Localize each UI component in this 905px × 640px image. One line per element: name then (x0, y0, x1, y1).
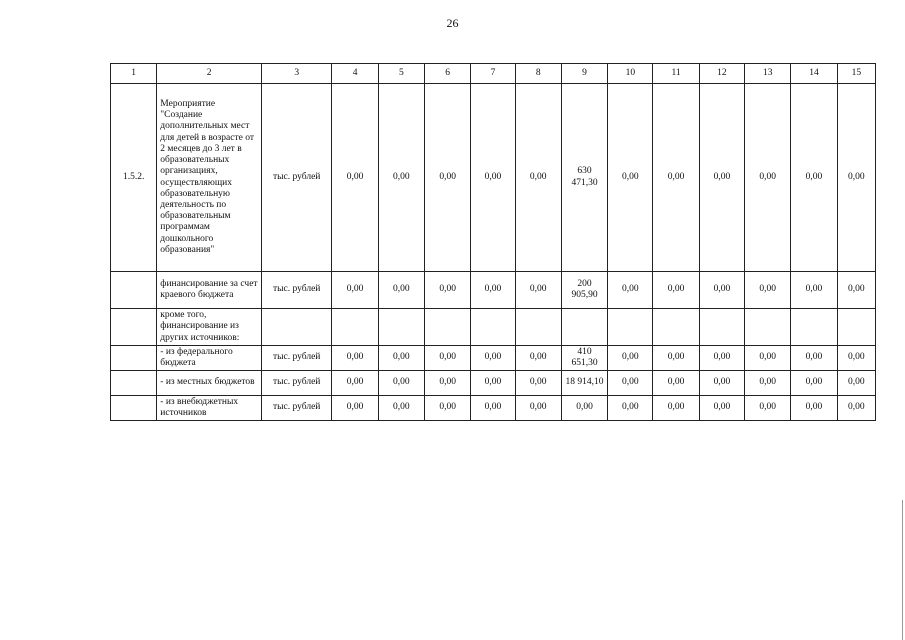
column-number-cell: 3 (261, 64, 331, 84)
value-cell: 0,00 (425, 346, 471, 371)
value-cell: 0,00 (608, 371, 653, 396)
column-number-cell: 5 (378, 64, 424, 84)
value-cell: 0,00 (515, 84, 561, 272)
scan-edge-line (902, 500, 903, 640)
value-cell: 0,00 (791, 371, 837, 396)
value-cell: 0,00 (471, 84, 515, 272)
value-cell: 0,00 (378, 272, 424, 309)
value-cell: 0,00 (378, 346, 424, 371)
value-cell: 0,00 (471, 346, 515, 371)
value-cell: 0,00 (471, 371, 515, 396)
column-number-cell: 7 (471, 64, 515, 84)
description-cell: - из федерального бюджета (157, 346, 262, 371)
value-cell: 0,00 (653, 346, 699, 371)
column-number-cell: 12 (699, 64, 744, 84)
value-cell: 0,00 (791, 272, 837, 309)
description-cell: Мероприятие "Создание дополнительных мест для детей в возрасте от 2 месяцев до 3 лет в образовательных организациях, осуществляющих образовательную деятельность по образовательным программам дошкольного образования" (157, 84, 262, 272)
value-cell: 0,00 (745, 272, 791, 309)
value-cell: 0,00 (745, 371, 791, 396)
value-cell: 0,00 (837, 396, 875, 421)
value-cell: 0,00 (425, 272, 471, 309)
value-cell: 0,00 (332, 84, 378, 272)
value-cell: 0,00 (561, 396, 607, 421)
value-cell (699, 309, 744, 346)
table-row (111, 371, 876, 396)
value-cell: 0,00 (332, 371, 378, 396)
value-cell: 0,00 (515, 371, 561, 396)
value-cell (745, 309, 791, 346)
column-number-row (111, 64, 876, 84)
column-number-cell: 1 (111, 64, 157, 84)
value-cell (837, 309, 875, 346)
value-cell (608, 309, 653, 346)
item-number-cell (111, 371, 157, 396)
value-cell: 630 471,30 (561, 84, 607, 272)
value-cell: 0,00 (837, 371, 875, 396)
table-row (111, 272, 876, 309)
value-cell: 0,00 (425, 371, 471, 396)
value-cell: 0,00 (653, 371, 699, 396)
value-cell: 410 651,30 (561, 346, 607, 371)
value-cell: 0,00 (791, 396, 837, 421)
description-cell: - из внебюджетных источников (157, 396, 262, 421)
value-cell (425, 309, 471, 346)
column-number-cell: 2 (157, 64, 262, 84)
value-cell: 0,00 (378, 84, 424, 272)
item-number-cell (111, 309, 157, 346)
value-cell: 0,00 (332, 346, 378, 371)
description-cell: - из местных бюджетов (157, 371, 262, 396)
value-cell: 0,00 (791, 346, 837, 371)
value-cell: 0,00 (332, 272, 378, 309)
unit-cell: тыс. рублей (261, 272, 331, 309)
item-number-cell (111, 346, 157, 371)
table-row (111, 396, 876, 421)
value-cell: 0,00 (837, 346, 875, 371)
value-cell: 0,00 (699, 84, 744, 272)
unit-cell: тыс. рублей (261, 371, 331, 396)
value-cell: 0,00 (425, 84, 471, 272)
table-row (111, 309, 876, 346)
description-cell: финансирование за счет краевого бюджета (157, 272, 262, 309)
column-number-cell: 15 (837, 64, 875, 84)
value-cell (471, 309, 515, 346)
value-cell: 0,00 (608, 396, 653, 421)
value-cell: 18 914,10 (561, 371, 607, 396)
unit-cell: тыс. рублей (261, 396, 331, 421)
table-row (111, 346, 876, 371)
value-cell: 0,00 (699, 346, 744, 371)
value-cell: 0,00 (653, 272, 699, 309)
value-cell: 0,00 (699, 396, 744, 421)
value-cell: 0,00 (745, 396, 791, 421)
value-cell (561, 309, 607, 346)
value-cell: 0,00 (471, 272, 515, 309)
value-cell: 0,00 (378, 396, 424, 421)
value-cell: 200 905,90 (561, 272, 607, 309)
value-cell (515, 309, 561, 346)
column-number-cell: 8 (515, 64, 561, 84)
item-number-cell (111, 396, 157, 421)
value-cell: 0,00 (608, 84, 653, 272)
value-cell: 0,00 (608, 272, 653, 309)
value-cell: 0,00 (515, 396, 561, 421)
unit-cell (261, 309, 331, 346)
item-number-cell: 1.5.2. (111, 84, 157, 272)
value-cell: 0,00 (608, 346, 653, 371)
page-number: 26 (446, 16, 459, 30)
column-number-cell: 10 (608, 64, 653, 84)
column-number-cell: 6 (425, 64, 471, 84)
unit-cell: тыс. рублей (261, 346, 331, 371)
value-cell (653, 309, 699, 346)
value-cell: 0,00 (332, 396, 378, 421)
description-cell: кроме того, финансирование из других источников: (157, 309, 262, 346)
table-row (111, 84, 876, 272)
value-cell: 0,00 (653, 396, 699, 421)
value-cell: 0,00 (837, 272, 875, 309)
unit-cell: тыс. рублей (261, 84, 331, 272)
value-cell: 0,00 (515, 272, 561, 309)
value-cell: 0,00 (515, 346, 561, 371)
value-cell (378, 309, 424, 346)
value-cell: 0,00 (745, 84, 791, 272)
column-number-cell: 4 (332, 64, 378, 84)
column-number-cell: 14 (791, 64, 837, 84)
value-cell: 0,00 (791, 84, 837, 272)
value-cell: 0,00 (745, 346, 791, 371)
value-cell: 0,00 (653, 84, 699, 272)
value-cell: 0,00 (378, 371, 424, 396)
value-cell: 0,00 (699, 371, 744, 396)
value-cell: 0,00 (425, 396, 471, 421)
value-cell: 0,00 (699, 272, 744, 309)
budget-table (110, 63, 876, 421)
column-number-cell: 9 (561, 64, 607, 84)
value-cell: 0,00 (471, 396, 515, 421)
value-cell (332, 309, 378, 346)
value-cell: 0,00 (837, 84, 875, 272)
column-number-cell: 11 (653, 64, 699, 84)
column-number-cell: 13 (745, 64, 791, 84)
value-cell (791, 309, 837, 346)
item-number-cell (111, 272, 157, 309)
